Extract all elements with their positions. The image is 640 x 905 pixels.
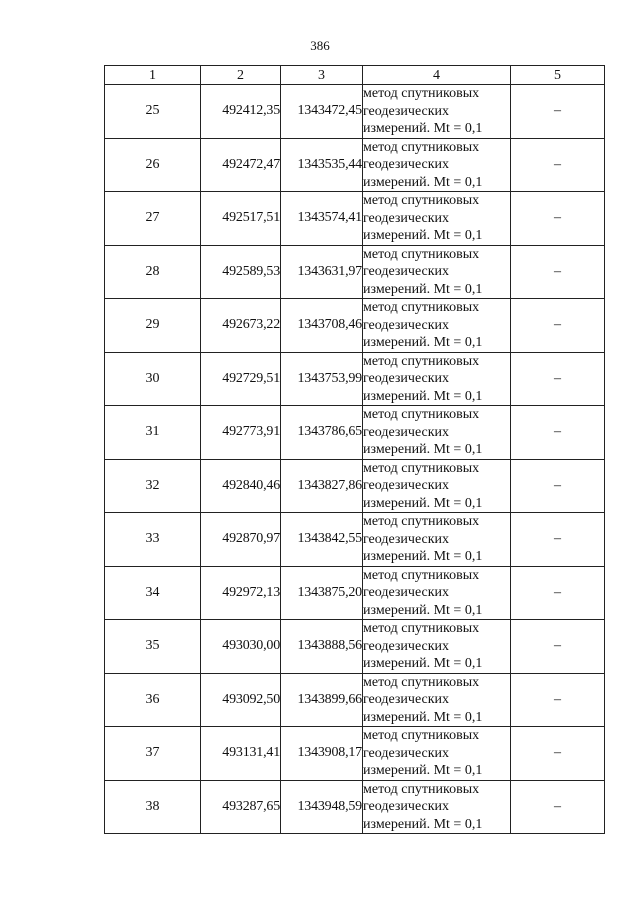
x-coordinate-cell: 492673,22 <box>201 299 281 353</box>
method-cell <box>363 513 511 567</box>
point-number-cell: 25 <box>105 85 201 139</box>
note-cell: – <box>511 352 605 406</box>
note-cell: – <box>511 192 605 246</box>
x-coordinate-cell: 492472,47 <box>201 138 281 192</box>
note-cell: – <box>511 245 605 299</box>
method-line-1: метод спутниковых <box>363 621 480 636</box>
method-cell <box>363 245 511 299</box>
table-header-row <box>105 66 605 85</box>
method-line-2: геодезических <box>363 210 450 226</box>
table-row <box>105 299 605 353</box>
method-line-1: метод спутниковых <box>363 781 480 797</box>
x-coordinate-cell: 493030,00 <box>201 620 281 674</box>
y-coordinate-cell: 1343574,41 <box>281 192 363 246</box>
table-row <box>105 566 605 620</box>
note-cell: – <box>511 299 605 353</box>
point-number-cell: 37 <box>105 727 201 781</box>
method-line-3: измерений. Mt = 0,1 <box>363 602 483 618</box>
point-number-cell: 26 <box>105 138 201 192</box>
method-line-2: геодезических <box>363 692 450 707</box>
note-cell: – <box>511 459 605 513</box>
note-cell: – <box>511 620 605 674</box>
method-line-2: геодезических <box>363 585 450 600</box>
y-coordinate-cell: 1343472,45 <box>281 85 363 139</box>
method-cell <box>363 352 511 406</box>
method-line-1: метод спутниковых <box>363 407 480 422</box>
point-number-cell: 30 <box>105 352 201 406</box>
method-line-1: метод спутниковых <box>363 514 480 529</box>
y-coordinate-cell: 1343708,46 <box>281 299 363 353</box>
x-coordinate-cell: 493131,41 <box>201 727 281 781</box>
point-number-cell: 35 <box>105 620 201 674</box>
method-line-2: геодезических <box>363 371 450 386</box>
method-line-2: геодезических <box>363 103 450 119</box>
column-header-method: 4 <box>363 66 511 85</box>
x-coordinate-cell: 492773,91 <box>201 406 281 460</box>
method-cell <box>363 459 511 513</box>
method-line-3: измерений. Mt = 0,1 <box>363 656 483 671</box>
coordinates-table <box>104 65 605 834</box>
method-cell <box>363 566 511 620</box>
table-row <box>105 85 605 139</box>
point-number-cell: 28 <box>105 245 201 299</box>
method-line-3: измерений. Mt = 0,1 <box>363 549 483 564</box>
method-line-3: измерений. Mt = 0,1 <box>363 121 483 136</box>
point-number-cell: 36 <box>105 673 201 727</box>
y-coordinate-cell: 1343875,20 <box>281 566 363 620</box>
y-coordinate-cell: 1343631,97 <box>281 245 363 299</box>
method-line-3: измерений. Mt = 0,1 <box>363 281 483 297</box>
point-number-cell: 32 <box>105 459 201 513</box>
note-cell: – <box>511 727 605 781</box>
point-number-cell: 34 <box>105 566 201 620</box>
x-coordinate-cell: 492972,13 <box>201 566 281 620</box>
column-header-x: 2 <box>201 66 281 85</box>
table-row <box>105 245 605 299</box>
point-number-cell: 29 <box>105 299 201 353</box>
table-row <box>105 673 605 727</box>
note-cell: – <box>511 780 605 834</box>
point-number-cell: 27 <box>105 192 201 246</box>
method-line-2: геодезических <box>363 799 450 814</box>
method-line-2: геодезических <box>363 531 450 547</box>
x-coordinate-cell: 492517,51 <box>201 192 281 246</box>
x-coordinate-cell: 492840,46 <box>201 459 281 513</box>
y-coordinate-cell: 1343908,17 <box>281 727 363 781</box>
method-line-2: геодезических <box>363 424 450 440</box>
method-line-1: метод спутниковых <box>363 728 480 743</box>
x-coordinate-cell: 492412,35 <box>201 85 281 139</box>
method-cell <box>363 673 511 727</box>
method-line-2: геодезических <box>363 157 450 172</box>
method-line-2: геодезических <box>363 638 450 654</box>
point-number-cell: 38 <box>105 780 201 834</box>
y-coordinate-cell: 1343786,65 <box>281 406 363 460</box>
note-cell: – <box>511 513 605 567</box>
x-coordinate-cell: 493287,65 <box>201 780 281 834</box>
method-line-3: измерений. Mt = 0,1 <box>363 442 483 457</box>
table-body <box>105 85 605 834</box>
method-line-3: измерений. Mt = 0,1 <box>363 228 483 243</box>
note-cell: – <box>511 673 605 727</box>
method-line-2: геодезических <box>363 317 450 333</box>
method-line-1: метод спутниковых <box>363 353 480 369</box>
table-row <box>105 459 605 513</box>
x-coordinate-cell: 492870,97 <box>201 513 281 567</box>
method-cell <box>363 406 511 460</box>
column-header-number: 1 <box>105 66 201 85</box>
x-coordinate-cell: 492589,53 <box>201 245 281 299</box>
y-coordinate-cell: 1343842,55 <box>281 513 363 567</box>
method-cell <box>363 192 511 246</box>
note-cell: – <box>511 85 605 139</box>
note-cell: – <box>511 138 605 192</box>
column-header-y: 3 <box>281 66 363 85</box>
method-line-1: метод спутниковых <box>363 193 480 208</box>
method-line-1: метод спутниковых <box>363 139 480 155</box>
method-line-2: геодезических <box>363 745 450 761</box>
method-line-3: измерений. Mt = 0,1 <box>363 335 483 350</box>
method-cell <box>363 138 511 192</box>
y-coordinate-cell: 1343827,86 <box>281 459 363 513</box>
method-cell <box>363 780 511 834</box>
method-line-3: измерений. Mt = 0,1 <box>363 763 483 778</box>
y-coordinate-cell: 1343899,66 <box>281 673 363 727</box>
method-cell <box>363 727 511 781</box>
x-coordinate-cell: 493092,50 <box>201 673 281 727</box>
table-row <box>105 727 605 781</box>
table-row <box>105 352 605 406</box>
method-line-1: метод спутниковых <box>363 246 480 262</box>
point-number-cell: 31 <box>105 406 201 460</box>
page-number: 386 <box>310 38 330 53</box>
method-line-1: метод спутниковых <box>363 567 480 583</box>
method-line-3: измерений. Mt = 0,1 <box>363 495 483 511</box>
method-line-1: метод спутниковых <box>363 460 480 476</box>
method-cell <box>363 299 511 353</box>
note-cell: – <box>511 566 605 620</box>
column-header-note: 5 <box>511 66 605 85</box>
method-line-3: измерений. Mt = 0,1 <box>363 816 483 832</box>
table-row <box>105 513 605 567</box>
table-row <box>105 138 605 192</box>
method-line-3: измерений. Mt = 0,1 <box>363 388 483 404</box>
point-number-cell: 33 <box>105 513 201 567</box>
method-line-1: метод спутниковых <box>363 86 480 101</box>
y-coordinate-cell: 1343753,99 <box>281 352 363 406</box>
method-line-2: геодезических <box>363 478 450 493</box>
y-coordinate-cell: 1343535,44 <box>281 138 363 192</box>
method-line-1: метод спутниковых <box>363 300 480 315</box>
method-cell <box>363 85 511 139</box>
x-coordinate-cell: 492729,51 <box>201 352 281 406</box>
table-row <box>105 192 605 246</box>
method-line-3: измерений. Mt = 0,1 <box>363 174 483 190</box>
y-coordinate-cell: 1343888,56 <box>281 620 363 674</box>
method-line-3: измерений. Mt = 0,1 <box>363 709 483 725</box>
method-line-1: метод спутниковых <box>363 674 480 690</box>
table-row <box>105 406 605 460</box>
method-cell <box>363 620 511 674</box>
table-row <box>105 620 605 674</box>
y-coordinate-cell: 1343948,59 <box>281 780 363 834</box>
note-cell: – <box>511 406 605 460</box>
table-row <box>105 780 605 834</box>
method-line-2: геодезических <box>363 264 450 279</box>
